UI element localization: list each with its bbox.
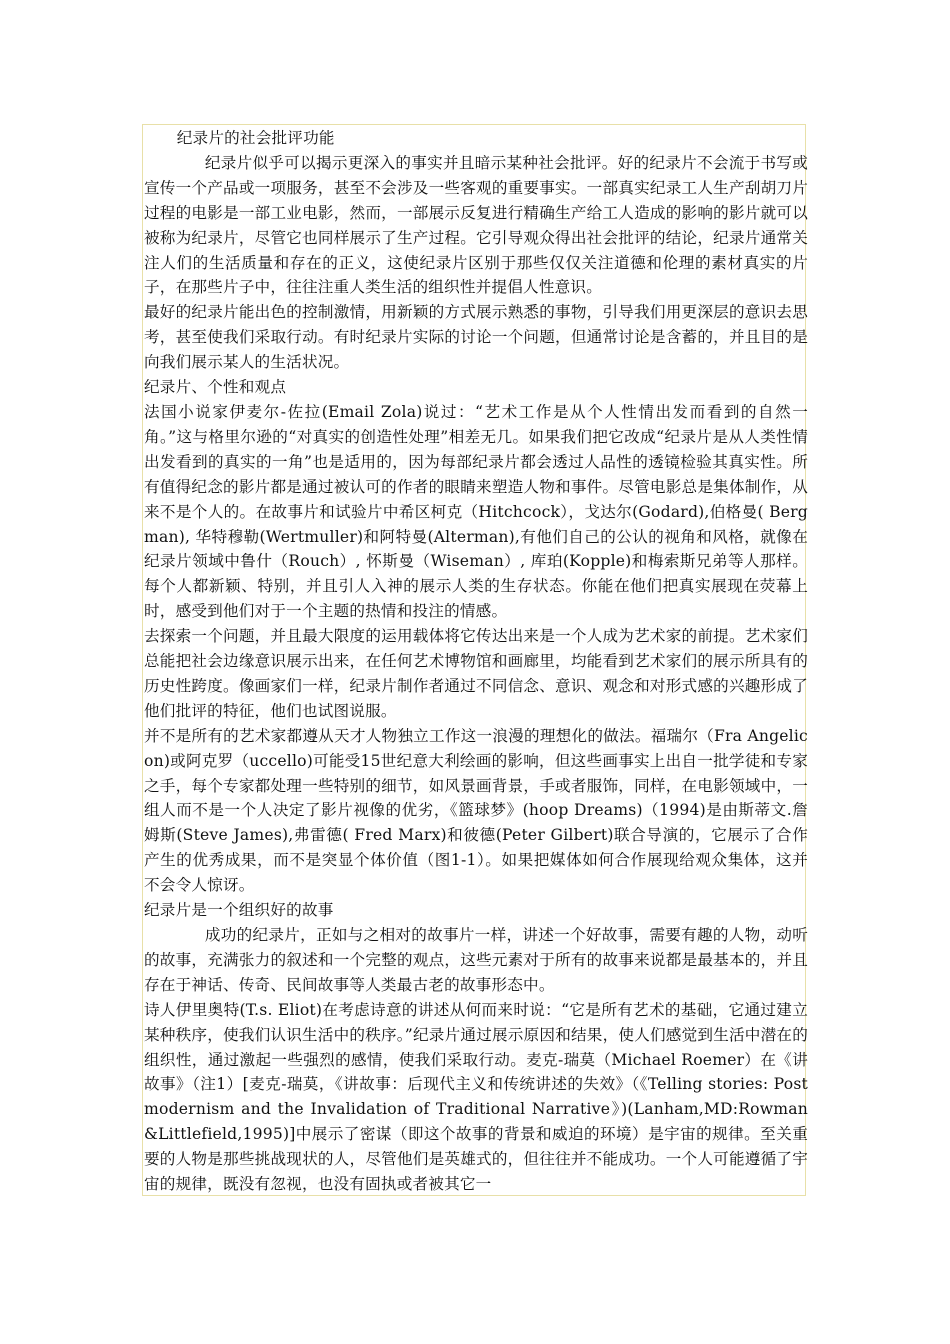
paragraph-zola: 法国小说家伊麦尔-佐拉(Email Zola)说过：“艺术工作是从个人性情出发而看到的自然一角。”这与格里尔逊的“对真实的创造性处理”相差无几。如果我们把它改成“纪录片是从人类性情出发看到的真实的一角”也是适用的，因为每部纪录片都会透过人品性的透镜检验其真实性。所有值得纪念的影片都是通过被认可的作者的眼睛来塑造人物和事件。尽管电影总是集体制作，从来不是个人的。在故事片和试验片中希区柯克（Hitchcock），戈达尔(Godard),伯格曼( Bergman), 华特穆勒(Wertmuller)和阿特曼(Alterman),有他们自己的公认的视角和风格，就像在纪录片领域中鲁什（Rouch）, 怀斯曼（Wiseman）, 库珀(Kopple)和梅索斯兄弟等人那样。每个人都新颖、特别，并且引人入神的展示人类的生存状态。你能在他们把真实展现在荧幕上时，感受到他们对于一个主题的热情和投注的情感。: [144, 402, 808, 621]
document-body: [144, 126, 808, 1196]
paragraph-social-criticism: 纪录片似乎可以揭示更深入的事实并且暗示某种社会批评。好的纪录片不会流于书写或宣传一个产品或一项服务，甚至不会涉及一些客观的重要事实。一部真实纪录工人生产刮胡刀片过程的电影是一部工业电影，然而，一部展示反复进行精确生产给工人造成的影响的影片就可以被称为纪录片，尽管它也同样展示了生产过程。它引导观众得出社会批评的结论，纪录片通常关注人们的生活质量和存在的正义，这使纪录片区别于那些仅仅关注道德和伦理的素材真实的片子，在那些片子中，往往注重人类生活的组织性并提倡人性意识。: [144, 153, 808, 297]
section-heading-social-criticism: 纪录片的社会批评功能: [176, 129, 335, 147]
section-heading-organized-story: 纪录片是一个组织好的故事: [144, 901, 334, 920]
paragraph-explore-problem: 去探索一个问题，并且最大限度的运用载体将它传达出来是一个人成为艺术家的前提。艺术家们总能把社会边缘意识展示出来，在任何艺术博物馆和画廊里，均能看到艺术家们的展示所具有的历史性跨度。像画家们一样，纪录片制作者通过不同信念、意识、观念和对形式感的兴趣形成了他们批评的特征，他们也试图说服。: [144, 627, 808, 720]
section-heading-personality: 纪录片、个性和观点: [144, 378, 287, 397]
paragraph-collaboration: 并不是所有的艺术家都遵从天才人物独立工作这一浪漫的理想化的做法。福瑞尔（Fra Angelicon)或阿克罗（uccello)可能受15世纪意大利绘画的影响，但这些画事实上出自一批学徒和专家之手，每个专家都处理一些特别的细节，如风景画背景，手或者服饰，同样，在电影领域中，一组人而不是一个人决定了影片视像的优劣，《篮球梦》(hoop Dreams)（1994)是由斯蒂文.詹姆斯(Steve James),弗雷德( Fred Marx)和彼德(Peter Gilbert)联合导演的，它展示了合作产生的优秀成果，而不是突显个体价值（图1-1）。如果把媒体如何合作展现给观众集体，这并不会令人惊讶。: [144, 726, 808, 895]
paragraph-best-documentaries: 最好的纪录片能出色的控制激情，用新颖的方式展示熟悉的事物，引导我们用更深层的意识去思考，甚至使我们采取行动。有时纪录片实际的讨论一个问题，但通常讨论是含蓄的，并且目的是向我们展示某人的生活状况。: [144, 303, 808, 372]
paragraph-successful-documentary: 成功的纪录片，正如与之相对的故事片一样，讲述一个好故事，需要有趣的人物，动听的故事，充满张力的叙述和一个完整的观点，这些元素对于所有的故事来说都是最基本的，并且存在于神话、传奇、民间故事等人类最古老的故事形态中。: [144, 926, 808, 994]
paragraph-eliot: 诗人伊里奥特(T.s. Eliot)在考虑诗意的讲述从何而来时说：“它是所有艺术的基础，它通过建立某种秩序，使我们认识生活中的秩序。”纪录片通过展示原因和结果，使人们感觉到生活中潜在的组织性，通过激起一些强烈的感情，使我们采取行动。麦克-瑞莫（Michael Roemer）在《讲故事》（注1）[麦克-瑞莫，《讲故事：后现代主义和传统讲述的失效》（《Telling stories: Postmodernism and the Invalidation of Traditional Narrative》)(Lanham,MD:Rowman&Littlefield,1995)]中展示了密谋（即这个故事的背景和威迫的环境）是宇宙的规律。至关重要的人物是那些挑战现状的人，尽管他们是英雄式的，但往往并不能成功。一个人可能遵循了宇宙的规律，既没有忽视，也没有固执或者被其它一: [144, 1000, 808, 1194]
